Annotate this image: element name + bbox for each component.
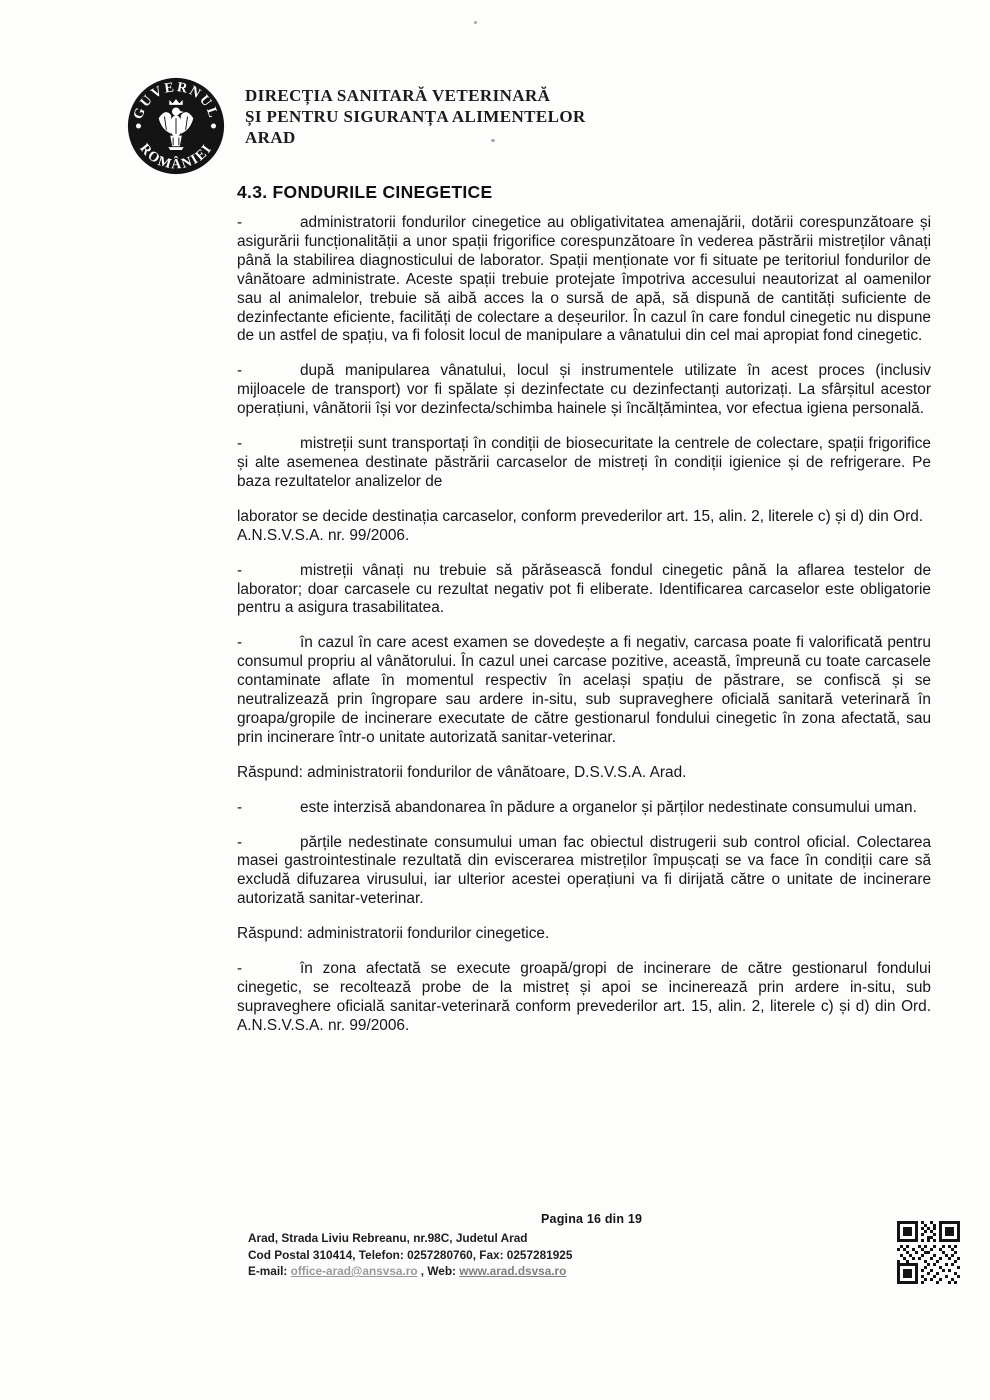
bullet-dash: - [237, 435, 243, 453]
paragraph-text: după manipularea vânatului, locul și instrumentele utilizate în acest proces (inclusiv mijloacele de transport) vor fi spălate și dezinfectate cu dezinfectanți autorizați. La sfârșitul acestor operațiuni, vânătorii își vor dezinfecta/schimba hainele și încălțămintea, vor efectua igiena personală. [237, 362, 931, 418]
paragraph [237, 799, 931, 818]
seal-bottom-text: ROMÂNIEI [136, 141, 216, 173]
paragraph-answer [237, 925, 931, 944]
paragraph [237, 214, 931, 346]
address-line-2: Cod Postal 310414, Telefon: 0257280760, Fax: 0257281925 [248, 1247, 573, 1262]
paragraph-answer [237, 764, 931, 783]
document-body [237, 214, 931, 1052]
organization-name [245, 85, 586, 148]
paragraph [237, 834, 931, 910]
section-title: 4.3. FONDURILE CINEGETICE [237, 182, 493, 202]
footer-address [248, 1230, 572, 1280]
bullet-dash: - [237, 561, 243, 579]
bullet-dash: - [237, 960, 243, 978]
government-seal-icon [126, 76, 226, 176]
org-line-1: DIRECȚIA SANITARĂ VETERINARĂ [245, 86, 551, 105]
paragraph-text: în cazul în care acest examen se dovedește a fi negativ, carcasa poate fi valorificată pentru consumul propriu al vânătorului. În cazul unei carcase pozitive, această, împreună cu toate carcasele contaminate aflate în momentul respectiv în același spațiu de păstrare, se confiscă și se neutralizează prin îngropare sau ardere in-situ, sub supraveghere oficială sanitară veterinară în groapa/gropile de incinerare executate de către gestionarul fondului cinegetic în zona afectată, sau prin incinerare într-o unitate autorizată sanitar-veterinar. [237, 634, 931, 746]
page-number: Pagina 16 din 19 [541, 1212, 643, 1226]
org-line-2: ȘI PENTRU SIGURANȚA ALIMENTELOR [245, 107, 586, 126]
paragraph-text: părțile nedestinate consumului uman fac obiectul distrugerii sub control oficial. Colectarea masei gastrointestinale rezultată din eviscerarea mistreților împușcați se va face în condiții care să excludă difuzarea virusului, iar ulterior acestei operațiuni va fi dirijată către o unitate de incinerare autorizată sanitar-veterinar. [237, 833, 931, 908]
paragraph-text: administratorii fondurilor cinegetice au obligativitatea amenajării, dotării corespunzătoare și asigurării funcționalității a unor spații frigorifice corespunzătoare în vederea păstrării mistreților vânați până la stabilirea diagnosticului de laborator. Spații menționate vor fi situate pe teritoriul fondurilor de vânătoare administrate. Aceste spații trebuie protejate împotriva accesului neautorizat al oamenilor sau al animalelor, trebuie să aibă acces la o sursă de apă, să dispună de cantități suficiente de dezinfectante eficiente, facilități de colectare a deșeurilor. În cazul în care fondul cinegetic nu dispune de un astfel de spațiu, va fi folosit locul de manipulare a vânatului din cel mai apropiat fond cinegetic. [237, 214, 931, 345]
paragraph-text: Răspund: administratorii fondurilor de vânătoare, D.S.V.S.A. Arad. [237, 763, 687, 781]
scan-artifact-dot [474, 21, 477, 24]
address-line-3 [248, 1263, 572, 1280]
org-line-3: ARAD [245, 128, 296, 147]
bullet-dash: - [237, 833, 243, 851]
web-link: www.arad.dsvsa.ro [459, 1264, 567, 1278]
address-line-1: Arad, Strada Liviu Rebreanu, nr.98C, Judetul Arad [248, 1231, 528, 1245]
seal-top-text: GUVERNUL [131, 80, 221, 122]
scan-artifact-dot [491, 139, 495, 142]
paragraph [237, 508, 931, 546]
email-link: office-arad@ansvsa.ro [290, 1264, 418, 1278]
paragraph-text: este interzisă abandonarea în pădure a organelor și părților nedestinate consumului uman. [300, 798, 917, 816]
bullet-dash: - [237, 362, 243, 380]
paragraph [237, 362, 931, 419]
bullet-dash: - [237, 798, 243, 816]
paragraph [237, 960, 931, 1036]
paragraph-text: mistreții sunt transportați în condiții de biosecuritate la centrele de colectare, spații frigorifice și alte asemenea destinate păstrării carcaselor de mistreți în condiții igienice și de refrigerare. Pe baza rezultatelor analizelor de [237, 435, 931, 490]
paragraph-text: laborator se decide destinația carcaselor, conform prevederilor art. 15, alin. 2, literele c) și d) din Ord. A.N.S.V.S.A. nr. 99/2006. [237, 507, 924, 544]
paragraph [237, 435, 931, 492]
paragraph [237, 562, 931, 619]
bullet-dash: - [237, 214, 243, 231]
paragraph-text: în zona afectată se execute groapă/gropi de incinerare de către gestionarul fondului cinegetic, se recoltează probe de la mistreț și apoi se incinerează prin ardere in-situ, sub supraveghere oficială sanitar-veterinară conform prevederilor art. 15, alin. 2, literele c) și d) din Ord. A.N.S.V.S.A. nr. 99/2006. [237, 960, 931, 1034]
paragraph-text: mistreții vânați nu trebuie să părăsească fondul cinegetic până la aflarea testelor de laborator; doar carcasele cu rezultat negativ pot fi eliberate. Identificarea carcaselor este obligatorie pentru a asigura trasabilitatea. [237, 561, 931, 617]
web-label: , Web: [417, 1264, 460, 1278]
paragraph-text: Răspund: administratorii fondurilor cinegetice. [237, 925, 550, 943]
paragraph [237, 634, 931, 747]
qr-code-icon [897, 1221, 960, 1289]
bullet-dash: - [237, 634, 243, 652]
email-label: E-mail: [248, 1264, 288, 1278]
